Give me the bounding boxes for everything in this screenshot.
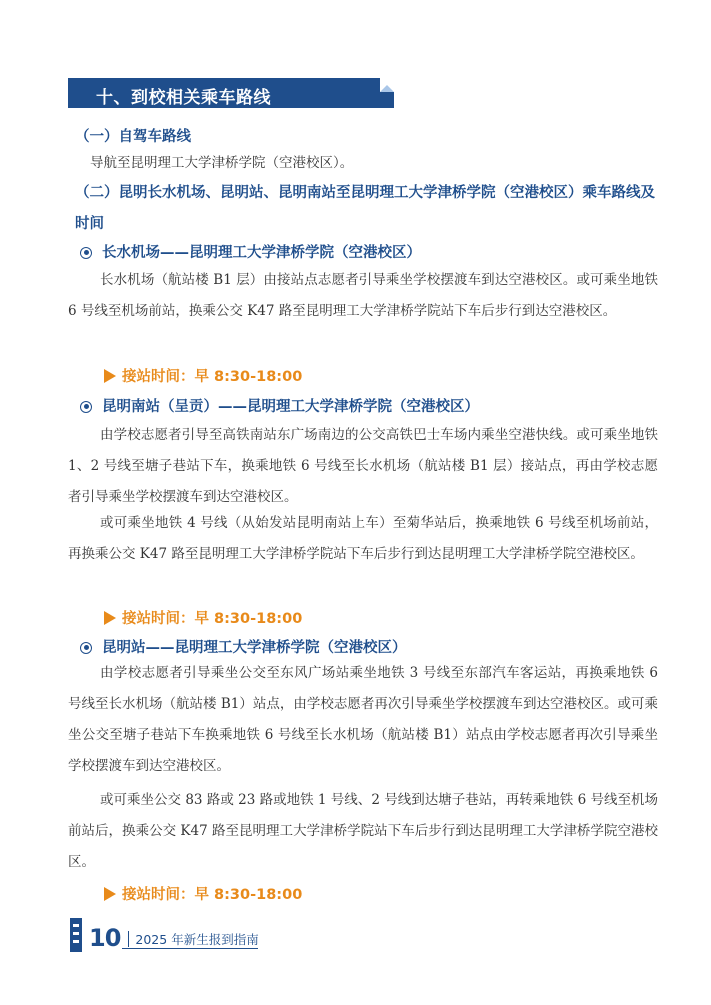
route-airport-heading: [80, 241, 421, 262]
route-airport-paragraph: 长水机场（航站楼 B1 层）由接站点志愿者引导乘坐学校摆渡车到达空港校区。或可乘坐地铁 6 号线至机场前站，换乘公交 K47 路至昆明理工大学津桥学院站下车后步行到达空港校区。: [68, 272, 658, 319]
self-drive-text: 导航至昆明理工大学津桥学院（空港校区）。: [90, 155, 354, 171]
guide-title: 2025 年新生报到指南: [135, 932, 259, 947]
self-drive-heading: （一）自驾车路线: [75, 129, 191, 145]
route-title: 长水机场——昆明理工大学津桥学院（空港校区）: [102, 245, 421, 261]
transit-heading: （二）昆明长水机场、昆明站、昆明南站至昆明理工大学津桥学院（空港校区）乘车路线及时间: [75, 185, 655, 232]
footer-underline: [122, 948, 258, 949]
page-footer: [66, 918, 259, 952]
page-number: 10: [89, 924, 121, 952]
pickup-time: 接站时间：早 8:30-18:00: [122, 887, 303, 903]
route-kunming-station-paragraph-2: 或可乘坐公交 83 路或 23 路或地铁 1 号线、2 号线到达塘子巷站，再转乘地铁 6 号线至机场前站后，换乘公交 K47 路至昆明理工大学津桥学院站下车后步行到达昆明理工大学津桥学院空港校区。: [68, 792, 658, 870]
route-title: 昆明站——昆明理工大学津桥学院（空港校区）: [102, 640, 407, 656]
clock-tower-icon: [66, 918, 86, 952]
route-kunming-station-pickup: [104, 883, 302, 904]
pickup-time: 接站时间：早 8:30-18:00: [122, 611, 303, 627]
route-south-station-paragraph-1: 由学校志愿者引导至高铁南站东广场南边的公交高铁巴士车场内乘坐空港快线。或可乘坐地铁 1、2 号线至塘子巷站下车，换乘地铁 6 号线至长水机场（航站楼 B1 层）接站点，再由学校志愿者引导乘坐学校摆渡车到达空港校区。: [68, 427, 658, 505]
route-kunming-station-heading: [80, 636, 407, 657]
route-airport-pickup: [104, 365, 302, 386]
route-title: 昆明南站（呈贡）——昆明理工大学津桥学院（空港校区）: [102, 399, 479, 415]
play-triangle-icon: [104, 887, 116, 901]
pickup-time: 接站时间：早 8:30-18:00: [122, 369, 303, 385]
footer-divider: [128, 931, 129, 947]
bullet-icon: [80, 247, 92, 259]
route-south-station-paragraph-2: 或可乘坐地铁 4 号线（从始发站昆明南站上车）至菊华站后，换乘地铁 6 号线至机场前站，再换乘公交 K47 路至昆明理工大学津桥学院站下车后步行到达昆明理工大学津桥学院空港校区。: [68, 515, 658, 562]
route-kunming-station-paragraph-1: 由学校志愿者引导乘坐公交至东风广场站乘坐地铁 3 号线至东部汽车客运站，再换乘地铁 6 号线至长水机场（航站楼 B1）站点，由学校志愿者再次引导乘坐学校摆渡车到达空港校区。或可乘坐公交至塘子巷站下车换乘地铁 6 号线至长水机场（航站楼 B1）站点由学校志愿者再次引导乘坐学校摆渡车到达空港校区。: [68, 665, 658, 774]
route-south-station-heading: [80, 395, 479, 416]
route-south-station-pickup: [104, 607, 302, 628]
bullet-icon: [80, 401, 92, 413]
play-triangle-icon: [104, 369, 116, 383]
bullet-icon: [80, 642, 92, 654]
play-triangle-icon: [104, 611, 116, 625]
section-title: 十、到校相关乘车路线: [96, 88, 271, 108]
